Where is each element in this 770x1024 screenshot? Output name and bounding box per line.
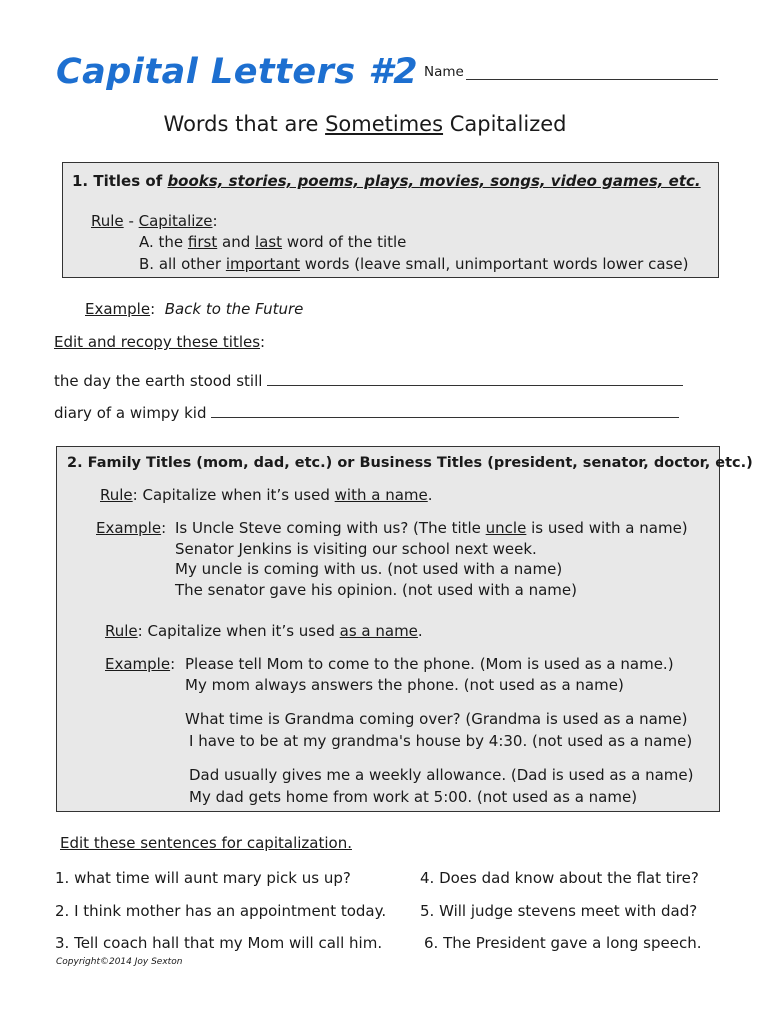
- name-line[interactable]: [466, 67, 718, 80]
- worksheet-title: Capital Letters #2: [56, 52, 419, 92]
- edit-title-2-text: diary of a wimpy kid: [54, 404, 207, 422]
- section2-example2-line2: My mom always answers the phone. (not used as a name): [185, 676, 624, 694]
- rule1-label: Rule: [100, 486, 133, 504]
- section1-rule-b: [139, 255, 688, 273]
- section2-example1-line1: [175, 519, 688, 537]
- ex1-line1-emphasis: uncle: [485, 519, 527, 537]
- rule1-post: .: [427, 486, 433, 504]
- sentence-5: 5. Will judge stevens meet with dad?: [420, 902, 698, 920]
- edit-titles-heading: [54, 333, 265, 351]
- ex2-colon: :: [170, 655, 176, 673]
- section1-rule: [91, 212, 218, 230]
- example1-label: Example: [85, 300, 151, 318]
- edit-title-item-2: [54, 404, 679, 422]
- edit-title-item-1: [54, 372, 683, 390]
- sentence-4: 4. Does dad know about the flat tire?: [420, 869, 699, 887]
- rule2-emphasis: as a name: [339, 622, 418, 640]
- rule2-post: .: [417, 622, 423, 640]
- rule-a-first: first: [187, 233, 218, 251]
- rule-b-important: important: [225, 255, 300, 273]
- edit-titles-colon: :: [260, 333, 266, 351]
- section2-example2-line4: I have to be at my grandma's house by 4:30. (not used as a name): [189, 732, 693, 750]
- ex1-line1-pre: Is Uncle Steve coming with us? (The title: [175, 519, 486, 537]
- rule-text: Capitalize: [138, 212, 213, 230]
- ex2-label: Example: [105, 655, 171, 673]
- answer-line-2[interactable]: [211, 404, 679, 418]
- section2-heading: 2. Family Titles (mom, dad, etc.) or Business Titles (president, senator, doctor, etc.): [67, 455, 753, 471]
- section2-example2-line6: My dad gets home from work at 5:00. (not used as a name): [189, 788, 638, 806]
- section2-example2-line5: Dad usually gives me a weekly allowance. (Dad is used as a name): [189, 766, 694, 784]
- section2-rule2: [105, 622, 423, 640]
- ex1-label: Example: [96, 519, 162, 537]
- section2-example2-line1: Please tell Mom to come to the phone. (Mom is used as a name.): [185, 655, 674, 673]
- section2-example1-line3: My uncle is coming with us. (not used with a name): [175, 560, 563, 578]
- section1-number: 1.: [72, 172, 89, 190]
- name-label: Name: [424, 64, 464, 80]
- section2-example2-label: [105, 655, 175, 673]
- section2-rule1: [100, 486, 433, 504]
- name-field[interactable]: [424, 64, 718, 80]
- rule2-label: Rule: [105, 622, 138, 640]
- rule2-pre: : Capitalize when it’s used: [137, 622, 340, 640]
- section2-example2-line3: What time is Grandma coming over? (Grandma is used as a name): [185, 710, 688, 728]
- section2-example1-line2: Senator Jenkins is visiting our school next week.: [175, 540, 537, 558]
- subtitle-pre: Words that are: [163, 112, 326, 136]
- section1-rule-a: [139, 233, 406, 251]
- copyright: Copyright©2014 Joy Sexton: [56, 957, 183, 967]
- example1: [85, 300, 303, 318]
- sentence-1: 1. what time will aunt mary pick us up?: [55, 869, 351, 887]
- sentence-2: 2. I think mother has an appointment today.: [55, 902, 387, 920]
- rule-a-post: word of the title: [282, 233, 407, 251]
- answer-line-1[interactable]: [267, 372, 683, 386]
- section1-heading: [72, 172, 701, 190]
- worksheet-subtitle: [0, 112, 730, 136]
- edit-sentences-heading: Edit these sentences for capitalization.: [60, 834, 352, 852]
- subtitle-post: Capitalized: [443, 112, 567, 136]
- rule-colon: :: [212, 212, 218, 230]
- section2-example1-label: [96, 519, 166, 537]
- rule-a-mid: and: [217, 233, 255, 251]
- edit-title-1-text: the day the earth stood still: [54, 372, 263, 390]
- section2-example1-line4: The senator gave his opinion. (not used with a name): [175, 581, 577, 599]
- rule-dash: -: [128, 212, 134, 230]
- rule-b-prefix: B. all other: [139, 255, 226, 273]
- ex1-line1-post: is used with a name): [526, 519, 688, 537]
- rule-a-prefix: A. the: [139, 233, 188, 251]
- rule-a-last: last: [255, 233, 283, 251]
- rule1-pre: : Capitalize when it’s used: [132, 486, 335, 504]
- rule-b-post: words (leave small, unimportant words lower case): [299, 255, 689, 273]
- sentence-6: 6. The President gave a long speech.: [424, 934, 702, 952]
- rule1-emphasis: with a name: [334, 486, 428, 504]
- edit-titles-text: Edit and recopy these titles: [54, 333, 261, 351]
- section1-heading-items: books, stories, poems, plays, movies, songs, video games, etc.: [167, 172, 701, 190]
- example1-colon: :: [150, 300, 156, 318]
- sentence-3: 3. Tell coach hall that my Mom will call him.: [55, 934, 383, 952]
- ex1-colon: :: [161, 519, 167, 537]
- section1-heading-pre: Titles of: [93, 172, 168, 190]
- subtitle-emphasis: Sometimes: [325, 112, 444, 136]
- rule-label: Rule: [91, 212, 124, 230]
- example1-text: Back to the Future: [164, 300, 304, 318]
